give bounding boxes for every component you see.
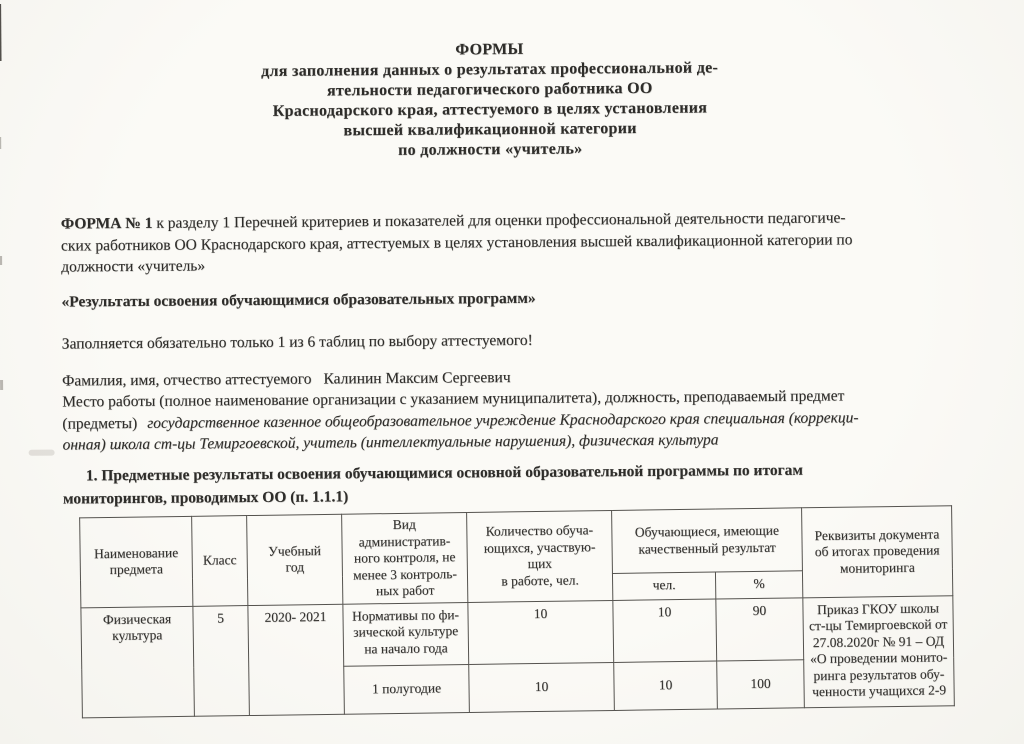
form-title-line: Краснодарского края, аттестуемого в целях установления [272,99,708,120]
scan-smudge [29,450,55,456]
attestee-label: Фамилия, имя, отчество аттестуемого [61,370,312,390]
table-row [81,595,954,669]
form-title [0,36,982,164]
program-results-title: «Результаты освоения обучающимися образовательных программ» [61,289,536,311]
cell-participants: 10 [468,600,614,664]
workplace-label-line: Место работы (полное наименование организации с указанием муниципалитета), должность, преподаваемый предмет [62,387,845,411]
header-control-type: Вид административ- ного контроля, не менее 3 контроль- ных работ [342,512,468,603]
cell-quality-count: 10 [613,599,717,662]
header-year: Учебный год [247,514,343,605]
scan-edge-artifact [0,256,2,265]
fill-note: Заполняется обязательно только 1 из 6 таблиц по выбору аттестуемого! [61,331,533,353]
header-quality-group: Обучающиеся, имеющие качественный результат [612,508,803,573]
form-title-line: для заполнения данных о результатах профессиональной де- [261,59,719,80]
cell-grade: 5 [193,605,250,716]
header-quality-pct: % [715,570,802,598]
header-participants: Количество обуча- ющихся, участвую- щих в работе, чел. [467,510,613,602]
cell-control: Нормативы по фи- зической культуре на начало года [343,602,469,666]
section-heading-line: 1. Предметные результаты освоения обучающимися основной образовательной программы по итогам [85,461,804,485]
form-title-line: ФОРМЫ [455,40,524,59]
header-subject: Наименование предмета [80,516,193,607]
subjects-label: (предметы) [62,414,138,433]
attestee-name: Калинин Максим Сергеевич [323,369,511,388]
intro-text: к разделу 1 Перечней критериев и показателей для оценки профессиональной деятельности педагогиче- [152,209,846,232]
cell-year: 2020- 2021 [248,604,345,715]
table-header-row [80,506,953,581]
header-document: Реквизиты документа об итогах проведения мониторинга [802,506,953,598]
intro-line: ских работников ОО Краснодарского края, аттестуемых в целях установления высшей квалификационной категории по [60,230,853,255]
header-quality-count: чел. [612,572,715,600]
intro-line: должности «учитель» [61,257,206,276]
intro-paragraph [61,207,853,278]
header-grade: Класс [192,516,248,606]
cell-quality-pct: 90 [716,597,804,660]
form-title-line: высшей квалификационной категории [343,120,637,140]
form-title-line: по должности «учитель» [398,140,583,159]
section-heading [63,459,804,511]
workplace-value-line: онная) школа ст-цы Темиргоевской, учитель (интеллектуальные нарушения), физическая культура [62,431,719,454]
cell-document: Приказ ГКОУ школы ст-цы Темиргоевской от 27.08.2020г № 91 – ОД «О проведении монито- ринга результатов обу- ченности учащихся 2-9 [803,595,955,707]
cell-control: 1 полугодие [344,664,470,714]
cell-participants: 10 [469,662,615,712]
scan-edge-artifact [0,380,3,390]
form-title-line: ятельности педагогического работника ОО [326,79,653,100]
workplace-block [62,385,859,456]
form-number-label: ФОРМА № 1 [60,214,153,233]
results-table [79,505,955,718]
section-heading-line: мониторингов, проводимых ОО (п. 1.1.1) [62,488,349,508]
cell-subject: Физическая культура [81,606,195,718]
workplace-value: государственное казенное общеобразовательное учреждение Краснодарского края специальная (коррекци- [147,408,859,432]
cell-quality-count: 10 [614,661,718,710]
cell-quality-pct: 100 [717,659,805,708]
